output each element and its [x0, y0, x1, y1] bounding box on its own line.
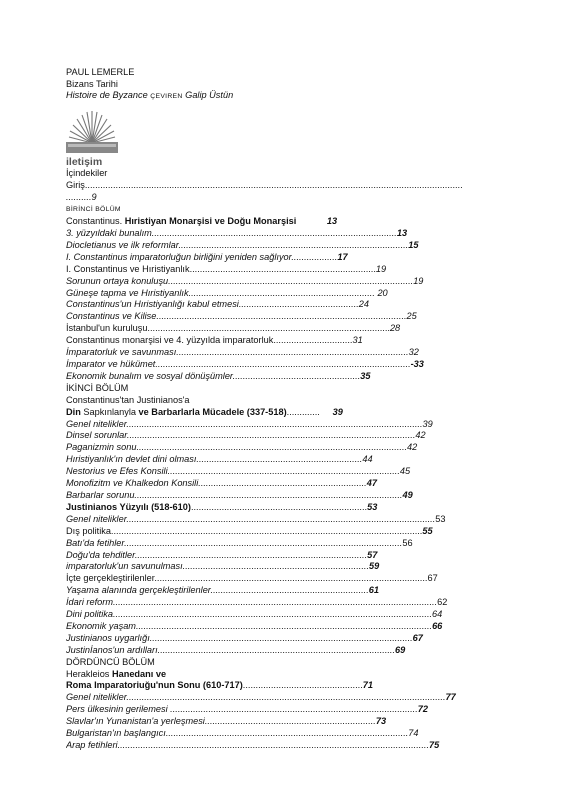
translated-by-label: ÇEVIREN [150, 93, 183, 100]
toc-entry: DÖRDÜNCÜ BÖLÜM [66, 656, 155, 667]
toc-entry: Diocletianus ve ilk reformlar..........................................................................................15 [66, 239, 419, 250]
toc-entry: Nestorius ve Efes Konsili...........................................................................................45 [66, 466, 411, 477]
author-name: PAUL LEMERLE [66, 67, 135, 77]
original-title: Histoire de Byzance [66, 90, 148, 100]
toc-entry: İdari reform...............................................................................................................................62 [66, 597, 448, 608]
publisher-name: iletişim [66, 155, 103, 168]
translation-credit [66, 90, 506, 103]
toc-entry: Herakleios Hanedanı ve [66, 668, 167, 679]
toc-entry: Arap fetihleri..........................................................................................................................75 [66, 740, 440, 750]
table-of-contents [66, 180, 506, 752]
toc-entry: Slavlar'ın Yunanistan'a yerleşmesi...................................................................73 [66, 716, 387, 727]
toc-entry: I. Constantinus ve Hıristiyanlık.........................................................................19 [66, 263, 387, 274]
toc-entry: Bulgaristan'ın başlangıcı...............................................................................................74 [66, 728, 419, 739]
toc-entry: Yaşama alanında gerçekleştirilenler..............................................................61 [66, 585, 380, 596]
contents-heading: İçindekiler [66, 167, 108, 178]
book-title: Bizans Tarihi [66, 78, 118, 89]
toc-entry: Dinsel sorunlar.................................................................................................................42 [66, 430, 426, 441]
toc-entry: Justinİanos'un ardılları.............................................................................................69 [66, 644, 406, 655]
toc-entry: Hıristiyanlık'ın devlet dini olması.................................................................44 [66, 454, 373, 465]
toc-entry: Justinianos Yüzyılı (518-610).....................................................................53 [66, 501, 378, 512]
toc-entry: I. Constantinus imparatorluğun birliğini yeniden sağlıyor..................17 [66, 251, 348, 262]
toc-entry: İmparator ve hükümet....................................................................................................-33 [66, 359, 424, 369]
toc-entry: Sorunun ortaya konuluşu................................................................................................19 [66, 275, 424, 286]
toc-entry: Monofizitm ve Khalkedon Konsili..................................................................47 [66, 478, 377, 489]
toc-entry: Constantinus'tan Justinianos'a [66, 394, 190, 405]
toc-entry: Din Sapkınlanyla ve Barbarlarla Mücadele (337-518)............. 39 [66, 406, 343, 417]
toc-entry: Genel nitelikler.............................................................................................................................77 [66, 692, 456, 703]
book-header [66, 67, 506, 103]
toc-entry: ..........9 [66, 192, 97, 203]
toc-entry: Constantinus. Hıristiyan Monarşisi ve Doğu Monarşisi 13 [66, 216, 338, 227]
document-page [66, 67, 506, 752]
toc-entry: Ekonomik bunalım ve sosyal dönüşümler..................................................35 [66, 370, 371, 381]
toc-entry: Güneşe tapma ve Hıristiyanlık......................................................................... 20 [66, 287, 388, 298]
publisher-logo-icon [66, 107, 118, 153]
toc-entry: Constantinus'un Hıristiyanlığı kabul etmesi...............................................24 [66, 299, 370, 310]
toc-entry: Paganizmin sonu..........................................................................................................42 [66, 442, 418, 453]
toc-entry: imparatorluk'un savunulması.........................................................................59 [66, 561, 380, 572]
toc-entry: Dini politika.............................................................................................................................64 [66, 609, 443, 620]
toc-entry: 3. yüzyıldaki bunalım................................................................................................13 [66, 228, 408, 239]
toc-entry: Justinianos uygarlığı.......................................................................................................67 [66, 632, 423, 643]
translator-name: Galip Üstün [185, 90, 234, 100]
toc-entry: İstanbul'un kuruluşu...............................................................................................28 [66, 323, 401, 334]
toc-entry: İKİNCİ BÖLÜM [66, 382, 129, 393]
toc-entry: Giriş.................................................................................................................................................... [66, 180, 463, 191]
toc-entry: Barbarlar sorunu.........................................................................................................49 [66, 489, 413, 500]
toc-entry: Pers ülkesinin gerilemesi .................................................................................................72 [66, 704, 429, 715]
toc-entry: İçte gerçekleştirilenler...........................................................................................................67 [66, 573, 438, 584]
toc-entry: BİRİNCİ BÖLÜM [66, 206, 121, 214]
toc-entry: Constantinus monarşisi ve 4. yüzyılda imparatorluk...............................31 [66, 335, 363, 346]
toc-entry: İmparatorluk ve savunması...........................................................................................32 [66, 347, 419, 358]
toc-entry: Genel nitelikler....................................................................................................................39 [66, 418, 433, 429]
toc-entry: Roma Imparatoriuğu'nun Sonu (610-717)...............................................71 [66, 680, 373, 691]
toc-entry: Dış politika..........................................................................................................................55 [66, 525, 433, 536]
toc-entry: Constantinus ve Kilise..................................................................................................25 [66, 311, 417, 322]
toc-entry: Genel nitelikler.........................................................................................................................53 [66, 513, 446, 524]
toc-entry: Ekonomik yaşam....................................................................................................................66 [66, 620, 443, 631]
toc-entry: Batı'da fetihler.............................................................................................................56 [66, 537, 413, 548]
toc-entry: Doğu'da tehditler...........................................................................................57 [66, 549, 378, 560]
